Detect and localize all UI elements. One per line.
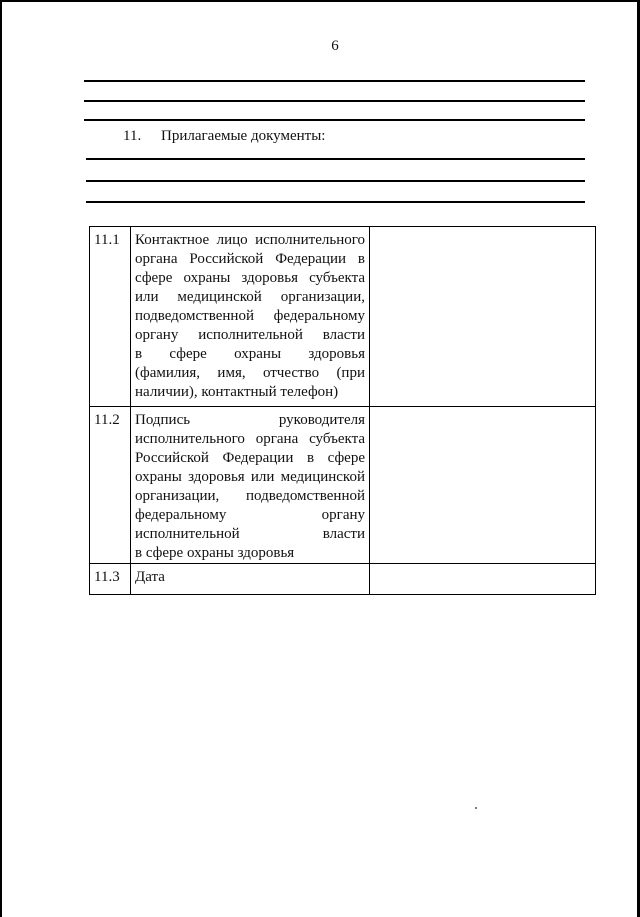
description-line: (фамилия, имя, отчество (при	[135, 365, 365, 381]
description-line: органу исполнительной власти	[135, 327, 365, 343]
table-row	[90, 227, 596, 407]
page-number: 6	[331, 38, 339, 54]
description-line: в сфере охраны здоровья	[135, 545, 295, 561]
attachments-line-1	[86, 158, 585, 160]
table-row	[90, 564, 596, 595]
scan-border-top	[0, 0, 640, 2]
description-line: исполнительной власти	[135, 526, 365, 542]
description-line: органа Российской Федерации в	[135, 251, 365, 267]
description-line: подведомственной федеральному	[135, 308, 365, 324]
description-line: охраны здоровья или медицинской	[135, 469, 365, 485]
blank-line-1	[84, 80, 585, 82]
scan-speck	[475, 807, 477, 809]
description-line: в сфере охраны здоровья	[135, 346, 365, 362]
row-description	[131, 564, 370, 595]
description-line: организации, подведомственной	[135, 488, 365, 504]
blank-line-3	[84, 119, 585, 121]
description-line: наличии), контактный телефон)	[135, 384, 339, 400]
row-number: 11.2	[90, 407, 131, 564]
row-description	[131, 227, 370, 407]
description-line: или медицинской организации,	[135, 289, 365, 305]
description-line: Российской Федерации в сфере	[135, 450, 365, 466]
description-line: федеральному органу	[135, 507, 365, 523]
blank-line-2	[84, 100, 585, 102]
description-line: Дата	[135, 569, 165, 585]
section-number: 11.	[123, 128, 142, 144]
description-line: Контактное лицо исполнительного	[135, 232, 365, 248]
section-title: Прилагаемые документы:	[161, 128, 326, 144]
attachments-line-3	[86, 201, 585, 203]
contacts-table	[89, 226, 596, 595]
row-number: 11.1	[90, 227, 131, 407]
row-number: 11.3	[90, 564, 131, 595]
row-value-field[interactable]	[370, 227, 596, 407]
attachments-line-2	[86, 180, 585, 182]
description-line: Подпись руководителя	[135, 412, 365, 428]
row-value-field[interactable]	[370, 407, 596, 564]
row-value-field[interactable]	[370, 564, 596, 595]
section-heading	[123, 128, 325, 145]
description-line: сфере охраны здоровья субъекта	[135, 270, 365, 286]
description-line: исполнительного органа субъекта	[135, 431, 365, 447]
table-row	[90, 407, 596, 564]
scan-border-left	[0, 0, 2, 917]
row-description	[131, 407, 370, 564]
